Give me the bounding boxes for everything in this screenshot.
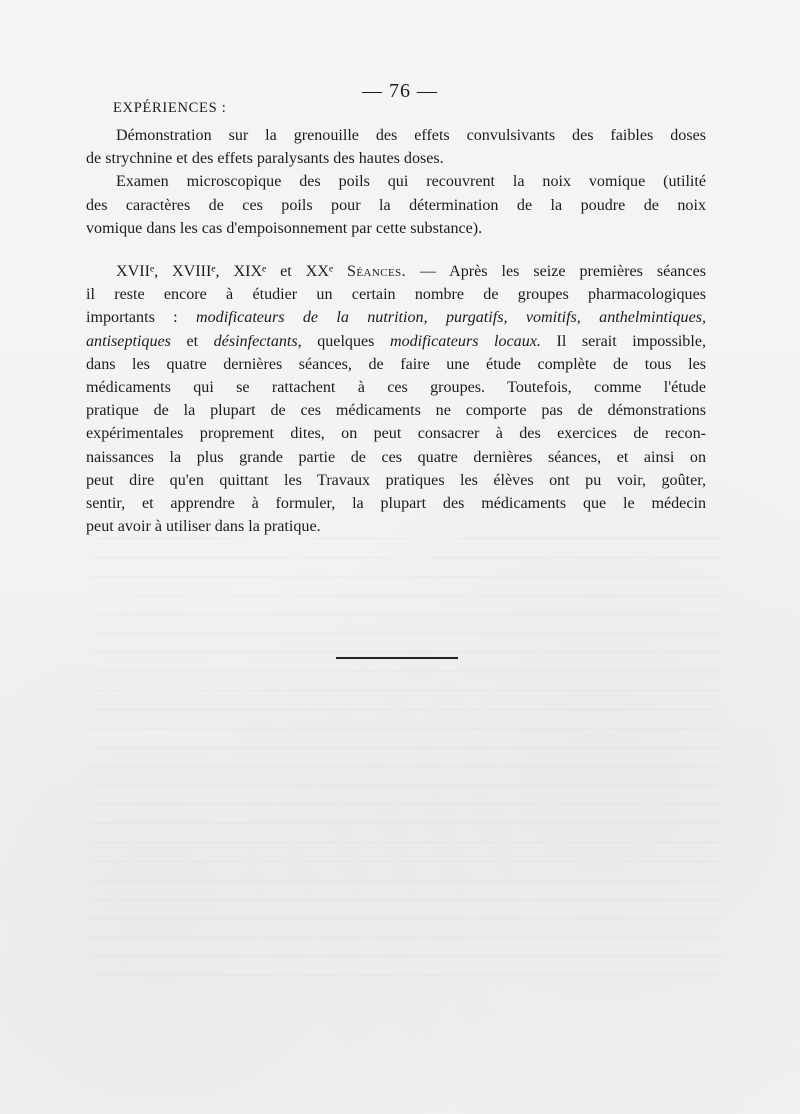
paragraph-3-line-3-prefix: importants : — [86, 309, 196, 327]
paragraph-3-line-3 — [86, 306, 706, 329]
paragraph-3-line-2: il reste encore à étudier un certain nombre de groupes pharmacologiques — [86, 286, 706, 304]
paragraph-3-line-3-italic: modificateurs de la nutrition, purgatifs, vomitifs, anthelmintiques, — [196, 309, 706, 327]
paragraph-3-line-7: pratique de la plupart de ces médicaments ne comporte pas de démonstrations — [86, 402, 706, 420]
paragraph-3-line-1 — [86, 260, 706, 283]
session-heading-prefix: XVIIᵉ, XVIIIᵉ, XIXᵉ et XXᵉ — [116, 263, 348, 281]
paragraph-gap — [86, 240, 706, 260]
paragraph-3-line-10: peut dire qu'en quittant les Travaux pratiques les élèves ont pu voir, goûter, — [86, 471, 706, 489]
section-divider — [336, 657, 458, 659]
italic-modificateurs-locaux: modificateurs locaux. — [389, 332, 541, 350]
paragraph-3 — [86, 260, 706, 538]
paragraph-3-line-4 — [86, 330, 706, 353]
paragraph-3-line-11: sentir, et apprendre à formuler, la plupart des médicaments que le médecin — [86, 495, 706, 513]
paragraph-3-line-1-rest: — Après les seize premières séances — [406, 263, 706, 281]
section-heading: EXPÉRIENCES : — [113, 100, 227, 116]
paragraph-3-line-4-middle: et — [170, 332, 214, 350]
paragraph-2-line-3: vomique dans les cas d'empoisonnement par cette substance). — [86, 219, 483, 237]
paragraph-3-line-9: naissances la plus grande partie de ces quatre dernières séances, et ainsi on — [86, 448, 706, 466]
italic-antiseptiques: antiseptiques — [86, 332, 171, 350]
paragraph-3-line-5: dans les quatre dernières séances, de faire une étude complète de tous les — [86, 355, 706, 373]
paragraph-3-line-12: peut avoir à utiliser dans la pratique. — [86, 518, 321, 536]
bleed-through-text — [90, 520, 720, 990]
paragraph-1-line-1: Démonstration sur la grenouille des effets convulsivants des faibles doses — [116, 127, 706, 144]
paragraph-3-line-6: médicaments qui se rattachent à ces groupes. Toutefois, comme l'étude — [86, 379, 706, 397]
paragraph-3-line-8: expérimentales proprement dites, on peut consacrer à des exercices de recon- — [86, 425, 706, 443]
page-number: — 76 — — [362, 80, 438, 102]
paragraph-2-line-1: Examen microscopique des poils qui recouvrent la noix vomique (utilité — [116, 173, 706, 191]
session-heading-word: Séances. — [347, 263, 407, 281]
italic-desinfectants: désinfectants — [213, 332, 298, 350]
paragraph-1-line-2: de strychnine et des effets paralysants des hautes doses. — [86, 150, 444, 168]
paragraph-2 — [86, 170, 706, 240]
paragraph-2-line-2: des caractères de ces poils pour la détermination de la poudre de noix — [86, 196, 706, 214]
paragraph-1 — [86, 124, 706, 170]
body-text — [86, 124, 706, 538]
paragraph-3-line-4-after: , quelques — [297, 332, 390, 350]
paragraph-3-line-4-end: Il serait impossible, — [540, 332, 706, 350]
